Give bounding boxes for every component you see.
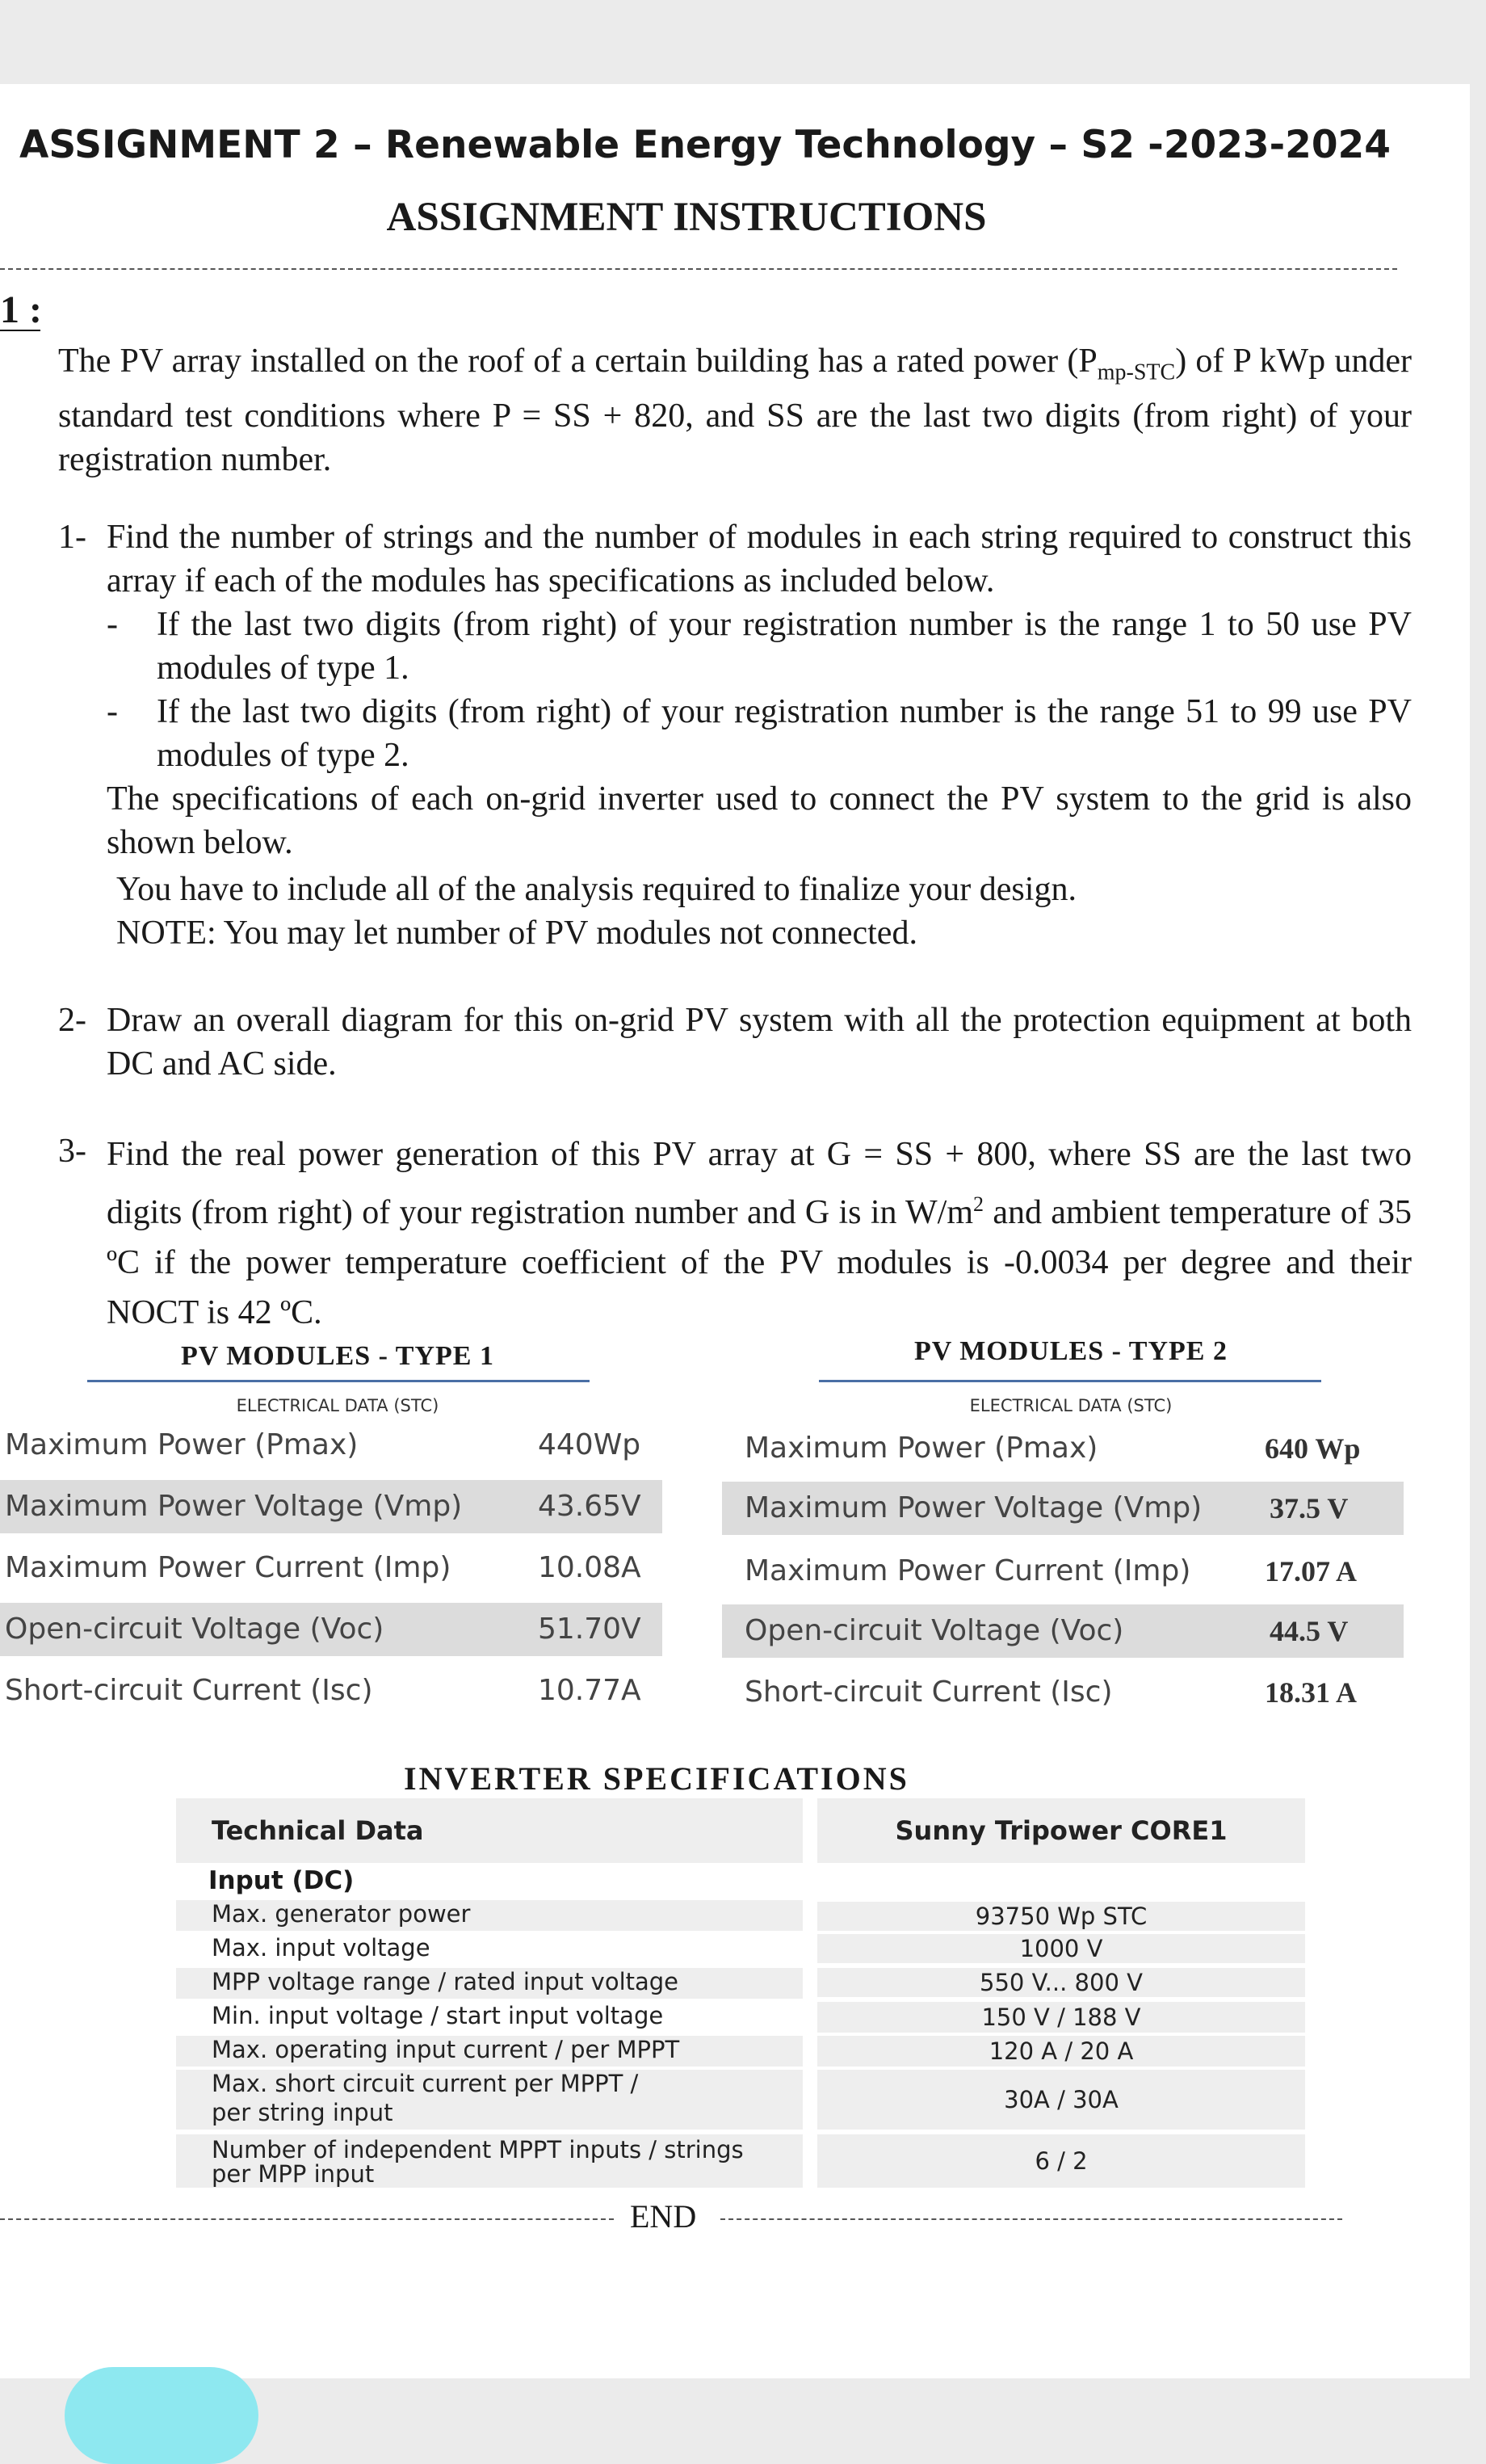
item3-number: 3- [58, 1133, 86, 1170]
bullet-dash-2: - [107, 693, 118, 730]
type1-label: Maximum Power Current (Imp) [5, 1551, 451, 1584]
item1-note: NOTE: You may let number of PV modules not connected. [116, 915, 917, 952]
inverter-row-value: 93750 Wp STC [817, 1902, 1305, 1931]
type2-row-imp [722, 1545, 1404, 1598]
header-divider [0, 268, 1397, 270]
type1-value: 10.77A [538, 1674, 641, 1707]
type2-value: 640 Wp [1265, 1432, 1361, 1465]
type2-title-underline [819, 1380, 1321, 1382]
intro-text-end: ) of P kWp under standard test conditions where P = SS + 820, and SS are the last two digits (from right) of your registration number. [58, 343, 1412, 479]
type1-row-vmp [0, 1480, 662, 1533]
type1-row-isc [0, 1664, 662, 1718]
type2-label: Maximum Power (Pmax) [745, 1432, 1098, 1465]
item1-inverter-note: The specifications of each on-grid inverter used to connect the PV system to the grid is also shown below. [107, 780, 1412, 861]
assignment-title: ASSIGNMENT 2 – Renewable Energy Technology – S2 -2023-2024 [19, 123, 1391, 167]
type1-value: 10.08A [538, 1551, 641, 1584]
question-number: 1 : [0, 288, 42, 331]
inverter-row-value: 6 / 2 [817, 2134, 1305, 2188]
floating-action-button[interactable] [65, 2367, 258, 2464]
inverter-row-label-cont: per MPP input [212, 2160, 375, 2188]
inverter-row-label: Min. input voltage / start input voltage [212, 2002, 664, 2029]
question-number-underline [0, 330, 40, 331]
type2-row-vmp [722, 1482, 1404, 1535]
item1-number: 1- [58, 519, 86, 556]
type2-value: 17.07 A [1265, 1555, 1358, 1587]
item1-bullet2: If the last two digits (from right) of your registration number is the range 51 to 99 use PV modules of type 2. [157, 693, 1412, 774]
item2-number: 2- [58, 1002, 86, 1039]
type1-value: 51.70V [538, 1613, 641, 1646]
type1-label: Maximum Power Voltage (Vmp) [5, 1490, 463, 1523]
type2-label: Maximum Power Voltage (Vmp) [745, 1491, 1203, 1524]
type2-label: Open-circuit Voltage (Voc) [745, 1614, 1124, 1647]
inverter-header-col1-text: Technical Data [212, 1815, 424, 1846]
type1-label: Short-circuit Current (Isc) [5, 1674, 373, 1707]
type1-value: 43.65V [538, 1490, 641, 1523]
type2-subtitle: ELECTRICAL DATA (STC) [969, 1396, 1173, 1415]
instructions-heading: ASSIGNMENT INSTRUCTIONS [386, 195, 987, 240]
inverter-title: INVERTER SPECIFICATIONS [404, 1760, 909, 1797]
end-divider-right [720, 2218, 1342, 2220]
inverter-row-value: 150 V / 188 V [817, 2002, 1305, 2033]
type2-label: Short-circuit Current (Isc) [745, 1676, 1113, 1709]
type2-value: 37.5 V [1270, 1492, 1349, 1524]
item3-text-start: Find the real power generation of this PV array at G = SS + 800, where SS are the last two digits (from right) of your registration number and G is in W/m [107, 1136, 1412, 1231]
type1-title-underline [87, 1380, 590, 1382]
inverter-section-label: Input (DC) [208, 1866, 355, 1895]
type1-title: PV MODULES - TYPE 1 [180, 1341, 494, 1371]
inverter-row-value: 1000 V [817, 1934, 1305, 1963]
type1-row-voc [0, 1603, 662, 1656]
intro-subscript: mp-STC [1097, 360, 1176, 385]
inverter-row-value: 550 V... 800 V [817, 1968, 1305, 1997]
type1-label: Open-circuit Voltage (Voc) [5, 1613, 384, 1646]
type1-row-imp [0, 1541, 662, 1595]
type2-row-isc [722, 1666, 1404, 1719]
type2-title: PV MODULES - TYPE 2 [913, 1336, 1228, 1366]
item1-analysis-note: You have to include all of the analysis required to finalize your design. [116, 871, 1077, 908]
inverter-row-label: Max. operating input current / per MPPT [212, 2036, 680, 2063]
inverter-row-label: Max. input voltage [212, 1934, 430, 1962]
item3-text [107, 1129, 1412, 1338]
type1-subtitle: ELECTRICAL DATA (STC) [236, 1396, 439, 1415]
type1-value: 440Wp [538, 1428, 641, 1461]
end-marker: END [630, 2198, 697, 2235]
inverter-row-label: Max. short circuit current per MPPT / [212, 2070, 639, 2097]
inverter-row-label: Max. generator power [212, 1900, 471, 1928]
end-divider-left [0, 2218, 614, 2220]
item2-text: Draw an overall diagram for this on-grid PV system with all the protection equipment at both DC and AC side. [107, 1002, 1412, 1083]
item3-text-end: and ambient temperature of 35 ºC if the power temperature coefficient of the PV modules is -0.0034 per degree and their NOCT is 42 ºC. [107, 1194, 1412, 1331]
inverter-row-value: 120 A / 20 A [817, 2036, 1305, 2067]
type1-label: Maximum Power (Pmax) [5, 1428, 359, 1461]
inverter-header-col2: Sunny Tripower CORE1 [817, 1798, 1305, 1863]
type2-value: 44.5 V [1270, 1615, 1349, 1647]
type2-row-voc [722, 1604, 1404, 1658]
type2-row-pmax [722, 1422, 1404, 1475]
item1-text: Find the number of strings and the number of modules in each string required to construct this array if each of the modules has specifications as included below. [107, 519, 1412, 599]
inverter-header-col1 [176, 1798, 803, 1863]
item3-superscript: 2 [973, 1192, 984, 1216]
inverter-row-label: MPP voltage range / rated input voltage [212, 1968, 679, 1995]
type1-row-pmax [0, 1419, 662, 1472]
intro-text-start: The PV array installed on the roof of a certain building has a rated power (P [58, 343, 1098, 380]
inverter-row-label: Number of independent MPPT inputs / strings [212, 2136, 744, 2163]
question-intro [58, 339, 1412, 481]
bullet-dash-1: - [107, 606, 118, 643]
item1-bullet1: If the last two digits (from right) of your registration number is the range 1 to 50 use PV modules of type 1. [157, 606, 1412, 687]
type2-value: 18.31 A [1265, 1676, 1358, 1709]
type2-label: Maximum Power Current (Imp) [745, 1554, 1191, 1587]
inverter-row-label-cont: per string input [212, 2099, 393, 2126]
inverter-row-value: 30A / 30A [817, 2070, 1305, 2130]
